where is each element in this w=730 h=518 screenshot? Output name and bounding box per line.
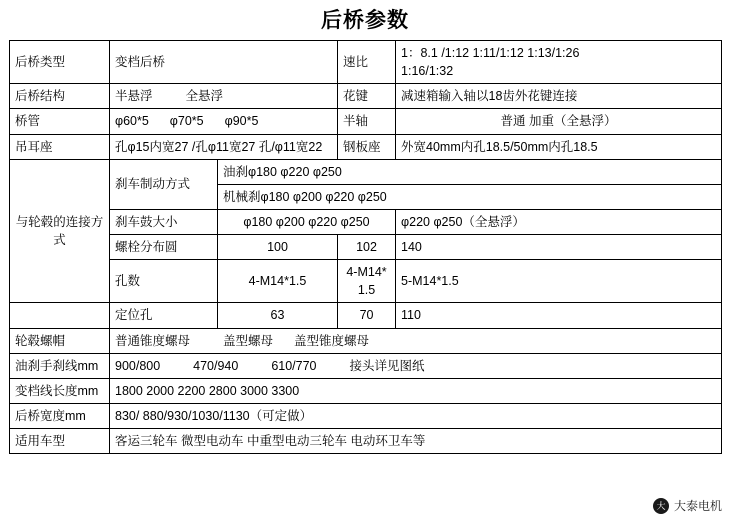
table-row xyxy=(10,84,722,109)
cell-axle-width-label: 后桥宽度mm xyxy=(10,403,110,428)
cell-ratio-label: 速比 xyxy=(338,41,396,84)
table-row xyxy=(10,260,722,303)
table-row xyxy=(10,403,722,428)
tube-option-c: φ90*5 xyxy=(224,114,259,129)
cell-tube-value xyxy=(110,109,338,134)
cell-axle-type-value: 变档后桥 xyxy=(110,41,338,84)
spec-table xyxy=(9,40,722,454)
oil-brake-v2: 470/940 xyxy=(193,358,239,373)
structure-option-a: 半悬浮 xyxy=(115,89,153,104)
hub-nut-option-c: 盖型锥度螺母 xyxy=(293,333,369,348)
cell-axle-width-value: 830/ 880/930/1030/1130（可定做） xyxy=(110,403,722,428)
hub-nut-option-b: 盖型螺母 xyxy=(222,333,273,348)
oil-brake-v4: 接头详见图纸 xyxy=(349,358,425,373)
cell-bolt-circle-v1: 100 xyxy=(218,235,338,260)
tube-option-a: φ60*5 xyxy=(115,114,149,129)
brand-logo-icon: 大 xyxy=(653,498,669,514)
brand-footer xyxy=(653,497,722,514)
cell-springseat-label: 钢板座 xyxy=(338,134,396,159)
table-row xyxy=(10,41,722,84)
cell-drum-size-v1: φ180 φ200 φ220 φ250 xyxy=(218,209,396,234)
cell-vehicle-type-label: 适用车型 xyxy=(10,429,110,454)
table-row xyxy=(10,159,722,184)
cell-brake-type-label: 刹车制动方式 xyxy=(110,159,218,209)
table-row xyxy=(10,109,722,134)
cell-spline-value: 减速箱输入轴以18齿外花键连接 xyxy=(396,84,722,109)
cell-hole-count-v2: 4-M14*1.5 xyxy=(338,260,396,303)
cell-drum-size-v2: φ220 φ250（全悬浮） xyxy=(396,209,722,234)
cell-bolt-circle-v3: 140 xyxy=(396,235,722,260)
oil-brake-v3: 610/770 xyxy=(271,358,317,373)
ratio-line-2: 1:16/1:32 xyxy=(401,64,454,79)
cell-structure-value xyxy=(110,84,338,109)
cell-ratio-value xyxy=(396,41,722,84)
cell-brake-type-line2: 机械刹φ180 φ200 φ220 φ250 xyxy=(218,184,722,209)
cell-oil-brake-line-value xyxy=(110,353,722,378)
cell-locating-hole-label: 定位孔 xyxy=(110,303,218,328)
cell-hub-nut-value xyxy=(110,328,722,353)
cell-locating-hole-v1: 63 xyxy=(218,303,338,328)
cell-oil-brake-line-label: 油刹手刹线mm xyxy=(10,353,110,378)
structure-option-b: 全悬浮 xyxy=(185,89,223,104)
cell-spline-label: 花键 xyxy=(338,84,396,109)
cell-hub-connection-label: 与轮毂的连接方式 xyxy=(10,159,110,303)
hub-nut-option-a: 普通锥度螺母 xyxy=(115,333,191,348)
cell-locating-hole-v2: 70 xyxy=(338,303,396,328)
page-title: 后桥参数 xyxy=(321,8,409,32)
tube-option-b: φ70*5 xyxy=(169,114,204,129)
cell-hole-count-v3: 5-M14*1.5 xyxy=(396,260,722,303)
cell-hanger-value: 孔φ15内宽27 /孔φ11宽27 孔/φ11宽22 xyxy=(110,134,338,159)
cell-locating-hole-v3: 110 xyxy=(396,303,722,328)
cell-hub-nut-label: 轮毂螺帽 xyxy=(10,328,110,353)
cell-hanger-label: 吊耳座 xyxy=(10,134,110,159)
table-row xyxy=(10,353,722,378)
cell-halfshaft-value: 普通 加重（全悬浮） xyxy=(396,109,722,134)
cell-bolt-circle-v2: 102 xyxy=(338,235,396,260)
table-row xyxy=(10,328,722,353)
cell-shift-line-label: 变档线长度mm xyxy=(10,378,110,403)
table-row xyxy=(10,378,722,403)
cell-springseat-value: 外宽40mm内孔18.5/50mm内孔18.5 xyxy=(396,134,722,159)
table-row xyxy=(10,303,722,328)
cell-tube-label: 桥管 xyxy=(10,109,110,134)
cell-shift-line-value: 1800 2000 2200 2800 3000 3300 xyxy=(110,378,722,403)
cell-structure-label: 后桥结构 xyxy=(10,84,110,109)
table-row xyxy=(10,235,722,260)
cell-hole-count-v1: 4-M14*1.5 xyxy=(218,260,338,303)
cell-axle-type-label: 后桥类型 xyxy=(10,41,110,84)
table-row xyxy=(10,429,722,454)
ratio-line-1: 1：8.1 /1:12 1:11/1:12 1:13/1:26 xyxy=(401,46,580,60)
brand-name: 大泰电机 xyxy=(673,499,722,513)
table-row xyxy=(10,209,722,234)
table-row xyxy=(10,134,722,159)
cell-bolt-circle-label: 螺栓分布圆 xyxy=(110,235,218,260)
cell-hole-count-label: 孔数 xyxy=(110,260,218,303)
cell-vehicle-type-value: 客运三轮车 微型电动车 中重型电动三轮车 电动环卫车等 xyxy=(110,429,722,454)
cell-drum-size-label: 刹车鼓大小 xyxy=(110,209,218,234)
cell-halfshaft-label: 半轴 xyxy=(338,109,396,134)
oil-brake-v1: 900/800 xyxy=(115,358,161,373)
cell-brake-type-line1: 油刹φ180 φ220 φ250 xyxy=(218,159,722,184)
